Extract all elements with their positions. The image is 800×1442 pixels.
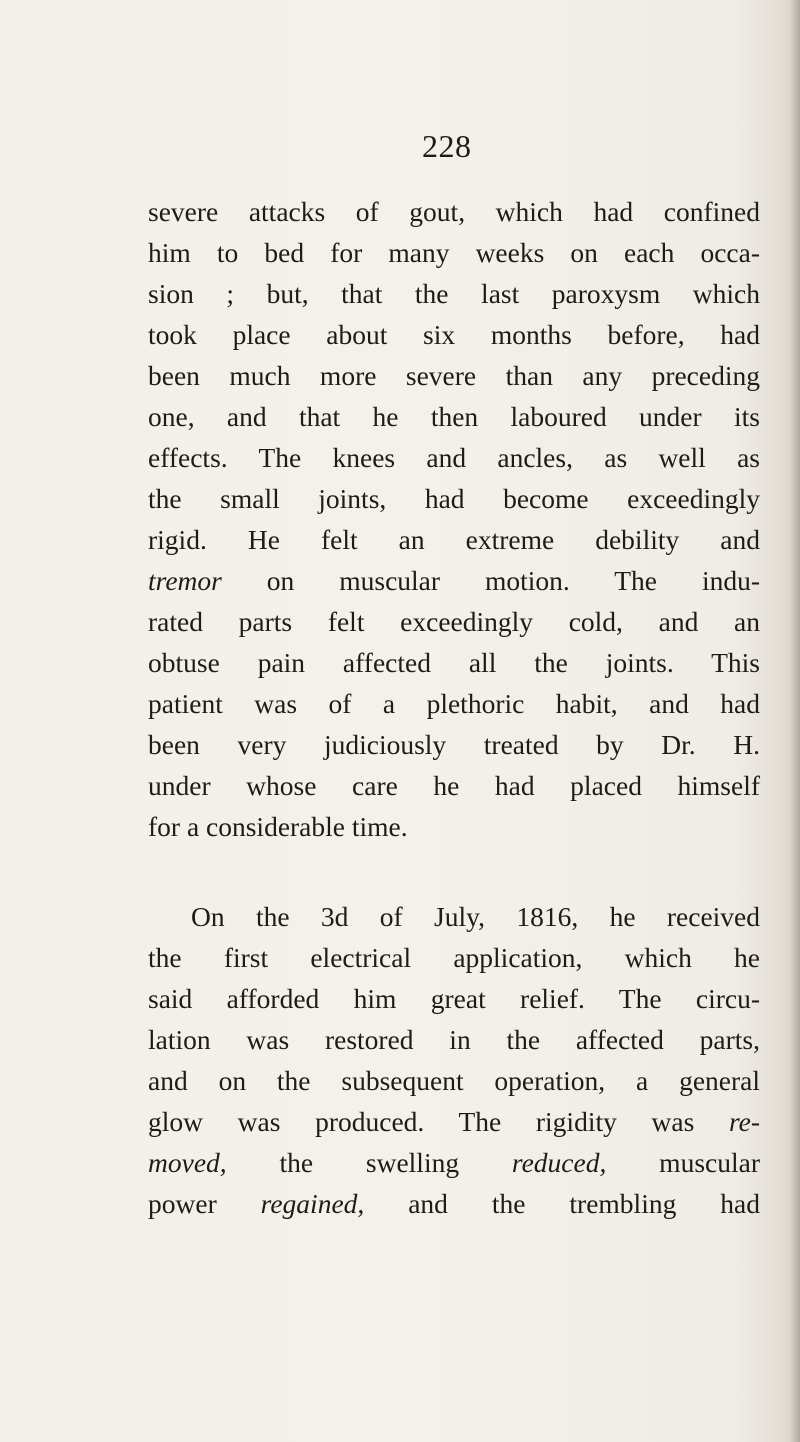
italic-word: tremor [148, 565, 222, 596]
text-line: been much more severe than any preceding [148, 360, 760, 391]
text-line: power regained, and the trembling had [148, 1188, 760, 1219]
text-line: moved, the swelling reduced, muscular [148, 1147, 760, 1178]
paragraph-2 [148, 896, 760, 1224]
page-edge-shadow [790, 0, 800, 1442]
text-line: been very judiciously treated by Dr. H. [148, 729, 760, 760]
text-line: glow was produced. The rigidity was re- [148, 1106, 760, 1137]
text-line: tremor on muscular motion. The indu- [148, 565, 760, 596]
text-line: severe attacks of gout, which had confined [148, 196, 760, 227]
page-number: 228 [422, 128, 472, 164]
text-line: him to bed for many weeks on each occa- [148, 237, 760, 268]
text-line: patient was of a plethoric habit, and had [148, 688, 760, 719]
text-line: said afforded him great relief. The circu- [148, 983, 760, 1014]
text-line: took place about six months before, had [148, 319, 760, 350]
text-line: one, and that he then laboured under its [148, 401, 760, 432]
text-line: sion ; but, that the last paroxysm which [148, 278, 760, 309]
italic-word: regained, [260, 1188, 365, 1219]
text-line: lation was restored in the affected parts, [148, 1024, 760, 1055]
text-line: effects. The knees and ancles, as well as [148, 442, 760, 473]
paragraph-1 [148, 191, 760, 847]
text-line: and on the subsequent operation, a general [148, 1065, 760, 1096]
text-line: rated parts felt exceedingly cold, and an [148, 606, 760, 637]
text-line: for a considerable time. [148, 811, 408, 842]
text-line: rigid. He felt an extreme debility and [148, 524, 760, 555]
text-line: the first electrical application, which he [148, 942, 760, 973]
text-line: under whose care he had placed himself [148, 770, 760, 801]
text-line: On the 3d of July, 1816, he received [191, 901, 760, 932]
text-line: the small joints, had become exceedingly [148, 483, 760, 514]
italic-word: re- [728, 1106, 760, 1137]
italic-word: reduced, [511, 1147, 607, 1178]
italic-word: moved, [148, 1147, 227, 1178]
text-line: obtuse pain affected all the joints. This [148, 647, 760, 678]
